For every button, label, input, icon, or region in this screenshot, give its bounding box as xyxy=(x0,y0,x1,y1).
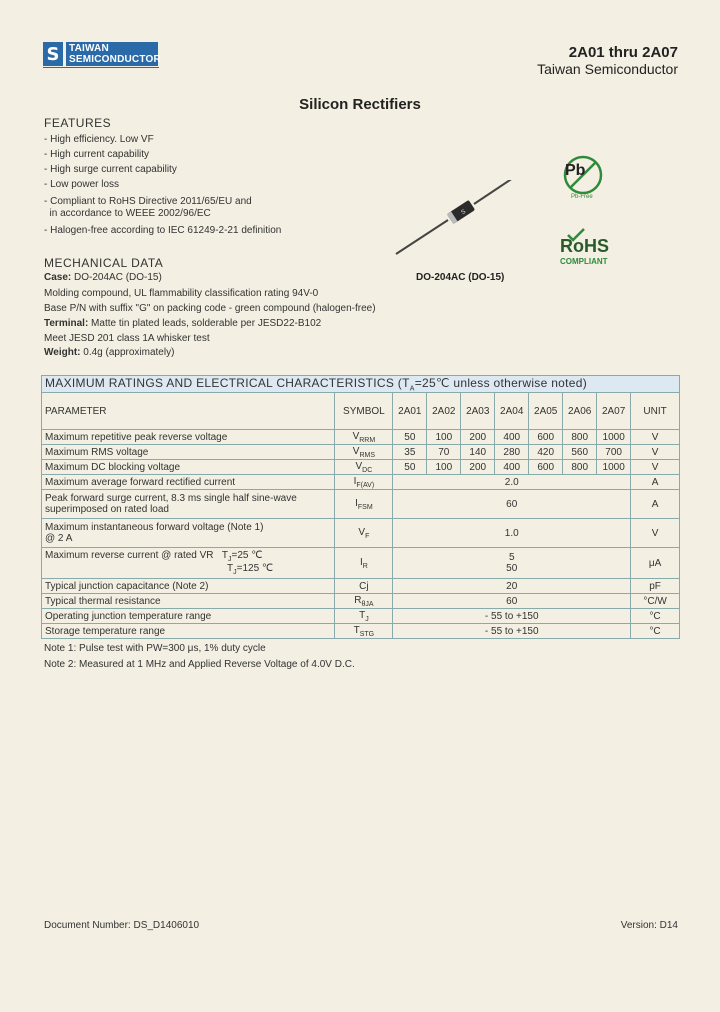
mech-terminal-label: Terminal: xyxy=(44,318,89,329)
col-header: 2A03 xyxy=(461,393,495,430)
table-row xyxy=(42,445,680,460)
feature-item: - High current capability xyxy=(44,149,150,160)
unit-cell: V xyxy=(631,430,680,445)
value-cell: 800 xyxy=(563,430,597,445)
company-name: Taiwan Semiconductor xyxy=(537,61,678,77)
col-header: 2A06 xyxy=(563,393,597,430)
value-cell: 100 xyxy=(427,460,461,475)
feature-item: - Low power loss xyxy=(44,179,120,190)
symbol-text: T xyxy=(353,624,360,636)
pb-badge-text: Pb xyxy=(565,162,586,179)
mech-weight xyxy=(44,347,174,358)
symbol-cell xyxy=(335,519,393,548)
mech-case-value: DO-204AC (DO-15) xyxy=(71,272,162,283)
param-cell: Maximum RMS voltage xyxy=(42,445,335,460)
param-line xyxy=(45,550,331,563)
symbol-sub: F xyxy=(365,532,370,540)
symbol-cell xyxy=(335,490,393,519)
symbol-cell xyxy=(335,475,393,490)
param-cell: Maximum DC blocking voltage xyxy=(42,460,335,475)
unit-cell: A xyxy=(631,490,680,519)
logo-line-1: TAIWAN xyxy=(69,43,109,54)
part-title: 2A01 thru 2A07 xyxy=(568,44,678,61)
value-cell: 200 xyxy=(461,460,495,475)
param-cell xyxy=(42,519,335,548)
param-cell: Typical junction capacitance (Note 2) xyxy=(42,579,335,594)
symbol-sub: FSM xyxy=(357,503,373,511)
document-title: Silicon Rectifiers xyxy=(299,96,421,113)
param-cell xyxy=(42,548,335,579)
symbol-text: V xyxy=(358,526,366,538)
value-cell: 100 xyxy=(427,430,461,445)
symbol-cell xyxy=(335,609,393,624)
value-cell: 1.0 xyxy=(393,519,631,548)
symbol-text: I xyxy=(355,497,358,509)
mech-terminal-value: Matte tin plated leads, solderable per JESD22-B102 xyxy=(88,318,322,329)
table-header-row xyxy=(42,393,680,430)
value-cell: 600 xyxy=(529,460,563,475)
logo-line-2: SEMICONDUCTOR xyxy=(69,54,161,65)
col-header: UNIT xyxy=(631,393,680,430)
mech-weight-value: 0.4g (approximately) xyxy=(80,347,175,358)
document-number: Document Number: DS_D1406010 xyxy=(44,920,200,931)
note-1: Note 1: Pulse test with PW=300 μs, 1% duty cycle xyxy=(44,643,266,654)
table-title-tail: =25℃ unless otherwise noted) xyxy=(414,376,588,390)
logo-mark: S xyxy=(43,42,63,66)
mech-molding: Molding compound, UL flammability classification rating 94V-0 xyxy=(44,288,319,299)
value-cell: 50 xyxy=(393,460,427,475)
temp-label: T xyxy=(227,563,234,575)
symbol-text: I xyxy=(353,475,357,487)
table-row xyxy=(42,624,680,639)
value-cell: 280 xyxy=(495,445,529,460)
feature-item: - Halogen-free according to IEC 61249-2-21 definition xyxy=(44,225,282,236)
table-row xyxy=(42,475,680,490)
table-row xyxy=(42,490,680,519)
symbol-text: V xyxy=(352,430,360,442)
symbol-text: I xyxy=(359,556,363,568)
param-cell: Typical thermal resistance xyxy=(42,594,335,609)
param-line xyxy=(45,563,331,576)
symbol-cell xyxy=(335,624,393,639)
param-cell: Storage temperature range xyxy=(42,624,335,639)
temp-value: =125 ℃ xyxy=(236,563,274,575)
ratings-table xyxy=(41,375,680,639)
symbol-sub: RRM xyxy=(359,436,376,444)
unit-cell: A xyxy=(631,475,680,490)
mechanical-heading: MECHANICAL DATA xyxy=(44,256,164,270)
symbol-sub: θJA xyxy=(361,600,374,608)
feature-item: - High efficiency. Low VF xyxy=(44,134,154,145)
value-cell: 60 xyxy=(393,490,631,519)
table-title-sub: A xyxy=(409,385,415,393)
value-cell: 1000 xyxy=(597,460,631,475)
symbol-text: T xyxy=(359,609,366,621)
logo-underline xyxy=(43,67,159,68)
version: Version: D14 xyxy=(620,920,678,931)
value-cell: 700 xyxy=(597,445,631,460)
value-cell: - 55 to +150 xyxy=(393,624,631,639)
value-cell: 200 xyxy=(461,430,495,445)
table-title xyxy=(42,376,680,393)
col-header: 2A05 xyxy=(529,393,563,430)
unit-cell: V xyxy=(631,460,680,475)
symbol-sub: F(AV) xyxy=(356,481,375,489)
table-title-row xyxy=(42,376,680,393)
symbol-cell xyxy=(335,430,393,445)
table-row xyxy=(42,430,680,445)
mech-case-label: Case: xyxy=(44,272,72,283)
symbol-cell xyxy=(335,548,393,579)
symbol-cell xyxy=(335,460,393,475)
param-line: Peak forward surge current, 8.3 ms single half sine-wave xyxy=(45,493,297,505)
value-cell: 600 xyxy=(529,430,563,445)
symbol-sub: RMS xyxy=(359,451,375,459)
unit-cell: pF xyxy=(631,579,680,594)
value-cell: 20 xyxy=(393,579,631,594)
rohs-text: RoHS xyxy=(560,236,609,256)
value-cell: 400 xyxy=(495,460,529,475)
value-cell: 800 xyxy=(563,460,597,475)
value-line: 50 xyxy=(506,563,518,575)
table-row xyxy=(42,460,680,475)
table-row xyxy=(42,579,680,594)
col-header: 2A01 xyxy=(393,393,427,430)
value-cell: 70 xyxy=(427,445,461,460)
rohs-compliant-label: COMPLIANT xyxy=(560,257,608,266)
symbol-sub: DC xyxy=(362,466,373,474)
feature-item: - High surge current capability xyxy=(44,164,177,175)
col-header: SYMBOL xyxy=(335,393,393,430)
unit-cell: °C xyxy=(631,624,680,639)
value-cell: 420 xyxy=(529,445,563,460)
symbol-text: R xyxy=(354,594,362,606)
param-cell xyxy=(42,490,335,519)
mech-terminal xyxy=(44,318,321,329)
value-cell: 1000 xyxy=(597,430,631,445)
unit-cell: V xyxy=(631,445,680,460)
value-cell: - 55 to +150 xyxy=(393,609,631,624)
mech-case xyxy=(44,272,162,283)
param-line: Maximum instantaneous forward voltage (Note 1) xyxy=(45,522,264,534)
param-cell: Maximum average forward rectified current xyxy=(42,475,335,490)
param-text: Maximum reverse current @ rated VR xyxy=(45,550,214,562)
unit-cell: μA xyxy=(631,548,680,579)
features-heading: FEATURES xyxy=(44,116,112,130)
value-cell: 35 xyxy=(393,445,427,460)
value-cell: 2.0 xyxy=(393,475,631,490)
col-header: 2A07 xyxy=(597,393,631,430)
mech-whisker: Meet JESD 201 class 1A whisker test xyxy=(44,333,210,344)
value-cell: 400 xyxy=(495,430,529,445)
feature-item: - Compliant to RoHS Directive 2011/65/EU and xyxy=(44,196,252,207)
value-cell: 560 xyxy=(563,445,597,460)
symbol-text: V xyxy=(355,460,363,472)
value-cell: 50 xyxy=(393,430,427,445)
value-cell xyxy=(393,548,631,579)
temp-label: T xyxy=(221,550,228,562)
unit-cell: °C xyxy=(631,609,680,624)
symbol-sub: R xyxy=(362,562,368,570)
col-header: 2A04 xyxy=(495,393,529,430)
symbol-cell: Cj xyxy=(335,579,393,594)
param-line: @ 2 A xyxy=(45,533,73,545)
pb-free-label: Pb-Free xyxy=(571,194,593,200)
mech-base-pn: Base P/N with suffix "G" on packing code - green compound (halogen-free) xyxy=(44,303,376,314)
param-cell: Maximum repetitive peak reverse voltage xyxy=(42,430,335,445)
table-row xyxy=(42,519,680,548)
logo-text xyxy=(66,42,161,66)
value-line: 5 xyxy=(508,552,515,564)
param-cell: Operating junction temperature range xyxy=(42,609,335,624)
svg-text:S: S xyxy=(460,208,468,217)
temp-value: =25 ℃ xyxy=(231,550,263,562)
note-2: Note 2: Measured at 1 MHz and Applied Reverse Voltage of 4.0V D.C. xyxy=(44,659,355,670)
unit-cell: °C/W xyxy=(631,594,680,609)
symbol-cell xyxy=(335,445,393,460)
symbol-sub: J xyxy=(365,615,369,623)
package-label: DO-204AC (DO-15) xyxy=(416,272,505,283)
table-title-text: MAXIMUM RATINGS AND ELECTRICAL CHARACTERISTICS (T xyxy=(45,376,410,390)
diode-package-image xyxy=(390,180,520,270)
unit-cell: V xyxy=(631,519,680,548)
feature-item: in accordance to WEEE 2002/96/EC xyxy=(44,208,211,219)
col-header: PARAMETER xyxy=(42,393,335,430)
temp-sub: J xyxy=(233,569,237,577)
symbol-cell xyxy=(335,594,393,609)
table-row xyxy=(42,609,680,624)
value-cell: 140 xyxy=(461,445,495,460)
value-cell: 60 xyxy=(393,594,631,609)
temp-sub: J xyxy=(227,556,232,564)
col-header: 2A02 xyxy=(427,393,461,430)
param-line: superimposed on rated load xyxy=(45,504,169,516)
table-row xyxy=(42,594,680,609)
symbol-sub: STG xyxy=(359,630,375,638)
table-row xyxy=(42,548,680,579)
mech-weight-label: Weight: xyxy=(44,347,81,358)
symbol-text: V xyxy=(352,445,360,457)
